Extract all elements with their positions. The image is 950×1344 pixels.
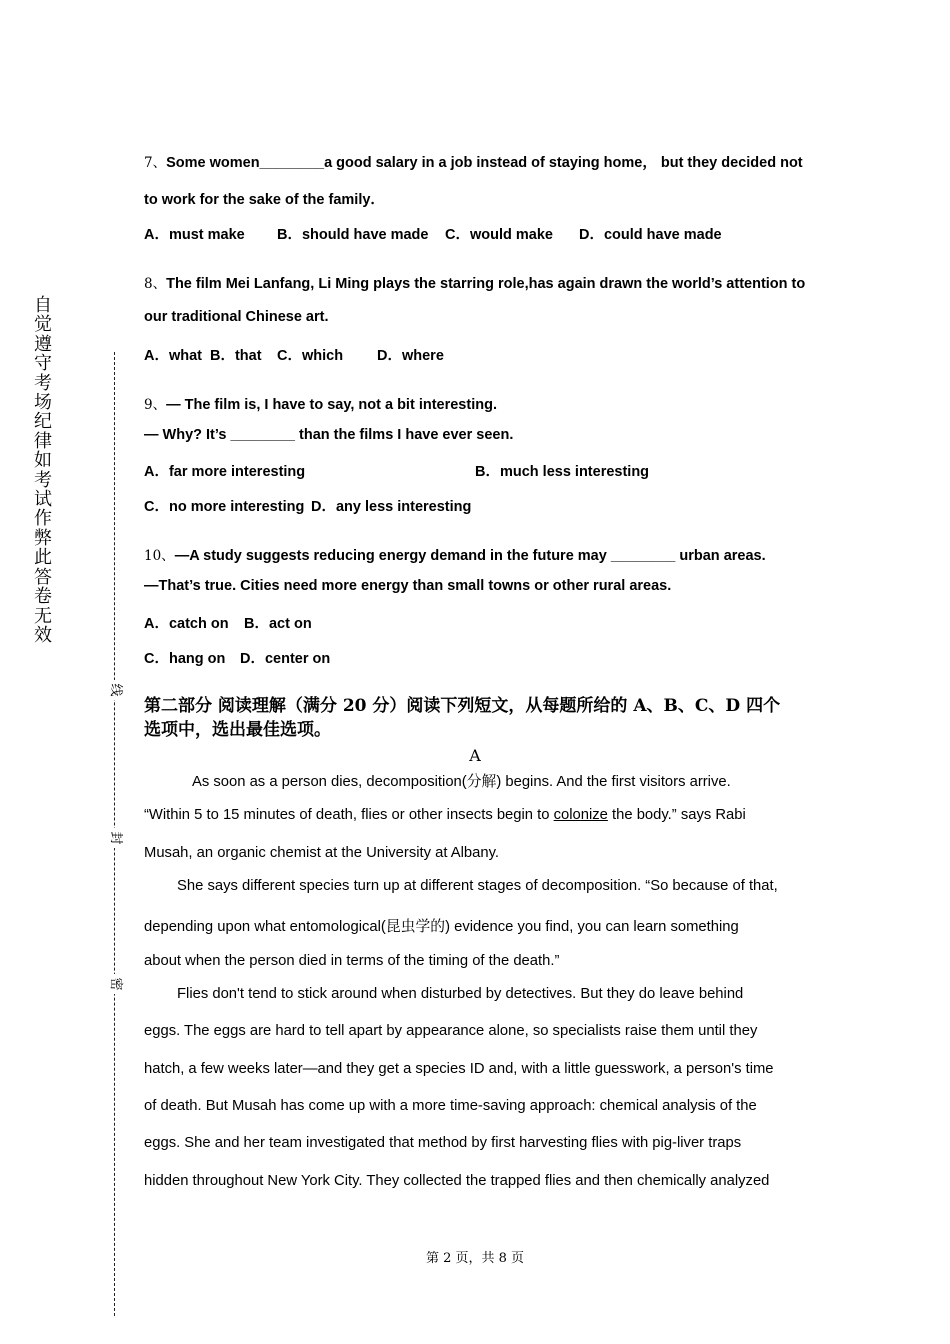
option-b: B．act on xyxy=(244,616,312,632)
passage-line-5: depending upon what entomological(昆虫学的) evidence you find, you can learn something xyxy=(144,918,739,935)
section-heading-line-1: 第二部分 阅读理解（满分 20 分）阅读下列短文，从每题所给的 A、B、C、D 四个 xyxy=(144,696,781,716)
passage-line-4: She says different species turn up at different stages of decomposition. “So because of that, xyxy=(177,878,778,894)
option-c: C．would make xyxy=(445,227,553,243)
option-c: C．hang on xyxy=(144,651,226,667)
question-8-options xyxy=(144,344,444,365)
option-b: B．should have made xyxy=(277,227,429,243)
question-8-line-2: our traditional Chinese art. xyxy=(144,309,329,325)
cut-mark-seal: 封 xyxy=(105,828,125,848)
exam-discipline-notice: 自觉遵守考场纪律如考试作弊此答卷无效 xyxy=(34,295,52,646)
option-d: D．any less interesting xyxy=(311,499,472,515)
question-10-options-row-2 xyxy=(144,647,330,668)
option-d: D．where xyxy=(377,348,444,364)
passage-line-3: Musah, an organic chemist at the University at Albany. xyxy=(144,845,500,861)
question-7-options xyxy=(144,223,722,244)
option-c: C．which xyxy=(277,348,344,364)
section-heading-line-2: 选项中，选出最佳选项。 xyxy=(144,720,331,740)
option-a: A．far more interesting xyxy=(144,464,306,480)
question-10-line-1: 10、—A study suggests reducing energy demand in the future may ________ urban areas. xyxy=(144,548,766,564)
option-d: D．center on xyxy=(240,651,331,667)
page-footer: 第 2 页，共 8 页 xyxy=(425,1251,525,1266)
option-b: B．that xyxy=(210,348,262,364)
question-9-options-row-2 xyxy=(144,495,471,516)
passage-line-2: “Within 5 to 15 minutes of death, flies or other insects begin to colonize the body.” says Rabi xyxy=(144,807,746,823)
question-8-line-1: 8、The film Mei Lanfang, Li Ming plays the starring role,has again drawn the world’s attention to xyxy=(144,276,806,292)
cut-mark-line: 线 xyxy=(105,680,125,700)
option-a: A．must make xyxy=(144,227,245,243)
passage-line-12: hidden throughout New York City. They collected the trapped flies and then chemically analyzed xyxy=(144,1173,770,1189)
passage-line-6: about when the person died in terms of the timing of the death.” xyxy=(144,953,560,969)
option-a: A．catch on xyxy=(144,616,229,632)
question-9-line-2: — Why? It’s ________ than the films I have ever seen. xyxy=(144,427,514,443)
question-7-line-2: to work for the sake of the family． xyxy=(144,192,385,208)
option-a: A．what xyxy=(144,348,202,364)
option-c: C．no more interesting xyxy=(144,499,305,515)
question-10-options-row-1 xyxy=(144,612,312,633)
passage-line-1: As soon as a person dies, decomposition(分解) begins. And the first visitors arrive. xyxy=(192,773,731,790)
question-10-line-2: —That’s true. Cities need more energy than small towns or other rural areas. xyxy=(144,578,672,594)
passage-line-11: eggs. She and her team investigated that method by first harvesting flies with pig-liver traps xyxy=(144,1135,742,1151)
option-b: B．much less interesting xyxy=(475,464,650,480)
passage-line-7: Flies don't tend to stick around when disturbed by detectives. But they do leave behind xyxy=(177,986,744,1002)
cut-mark-secret: 密 xyxy=(105,974,125,994)
underlined-word: colonize xyxy=(553,807,608,823)
passage-line-9: hatch, a few weeks later—and they get a species ID and, with a little guesswork, a person's time xyxy=(144,1061,774,1077)
question-9-options-row-1 xyxy=(144,460,649,481)
option-d: D．could have made xyxy=(579,227,722,243)
passage-letter: A xyxy=(469,746,481,765)
question-9-line-1: 9、— The film is, I have to say, not a bit interesting. xyxy=(144,397,497,413)
passage-line-8: eggs. The eggs are hard to tell apart by appearance alone, so specialists raise them until they xyxy=(144,1023,758,1039)
passage-line-10: of death. But Musah has come up with a more time-saving approach: chemical analysis of the xyxy=(144,1098,757,1114)
question-7-line-1: 7、Some women________a good salary in a job instead of staying home， but they decided not xyxy=(144,155,803,171)
section-heading xyxy=(144,694,814,742)
